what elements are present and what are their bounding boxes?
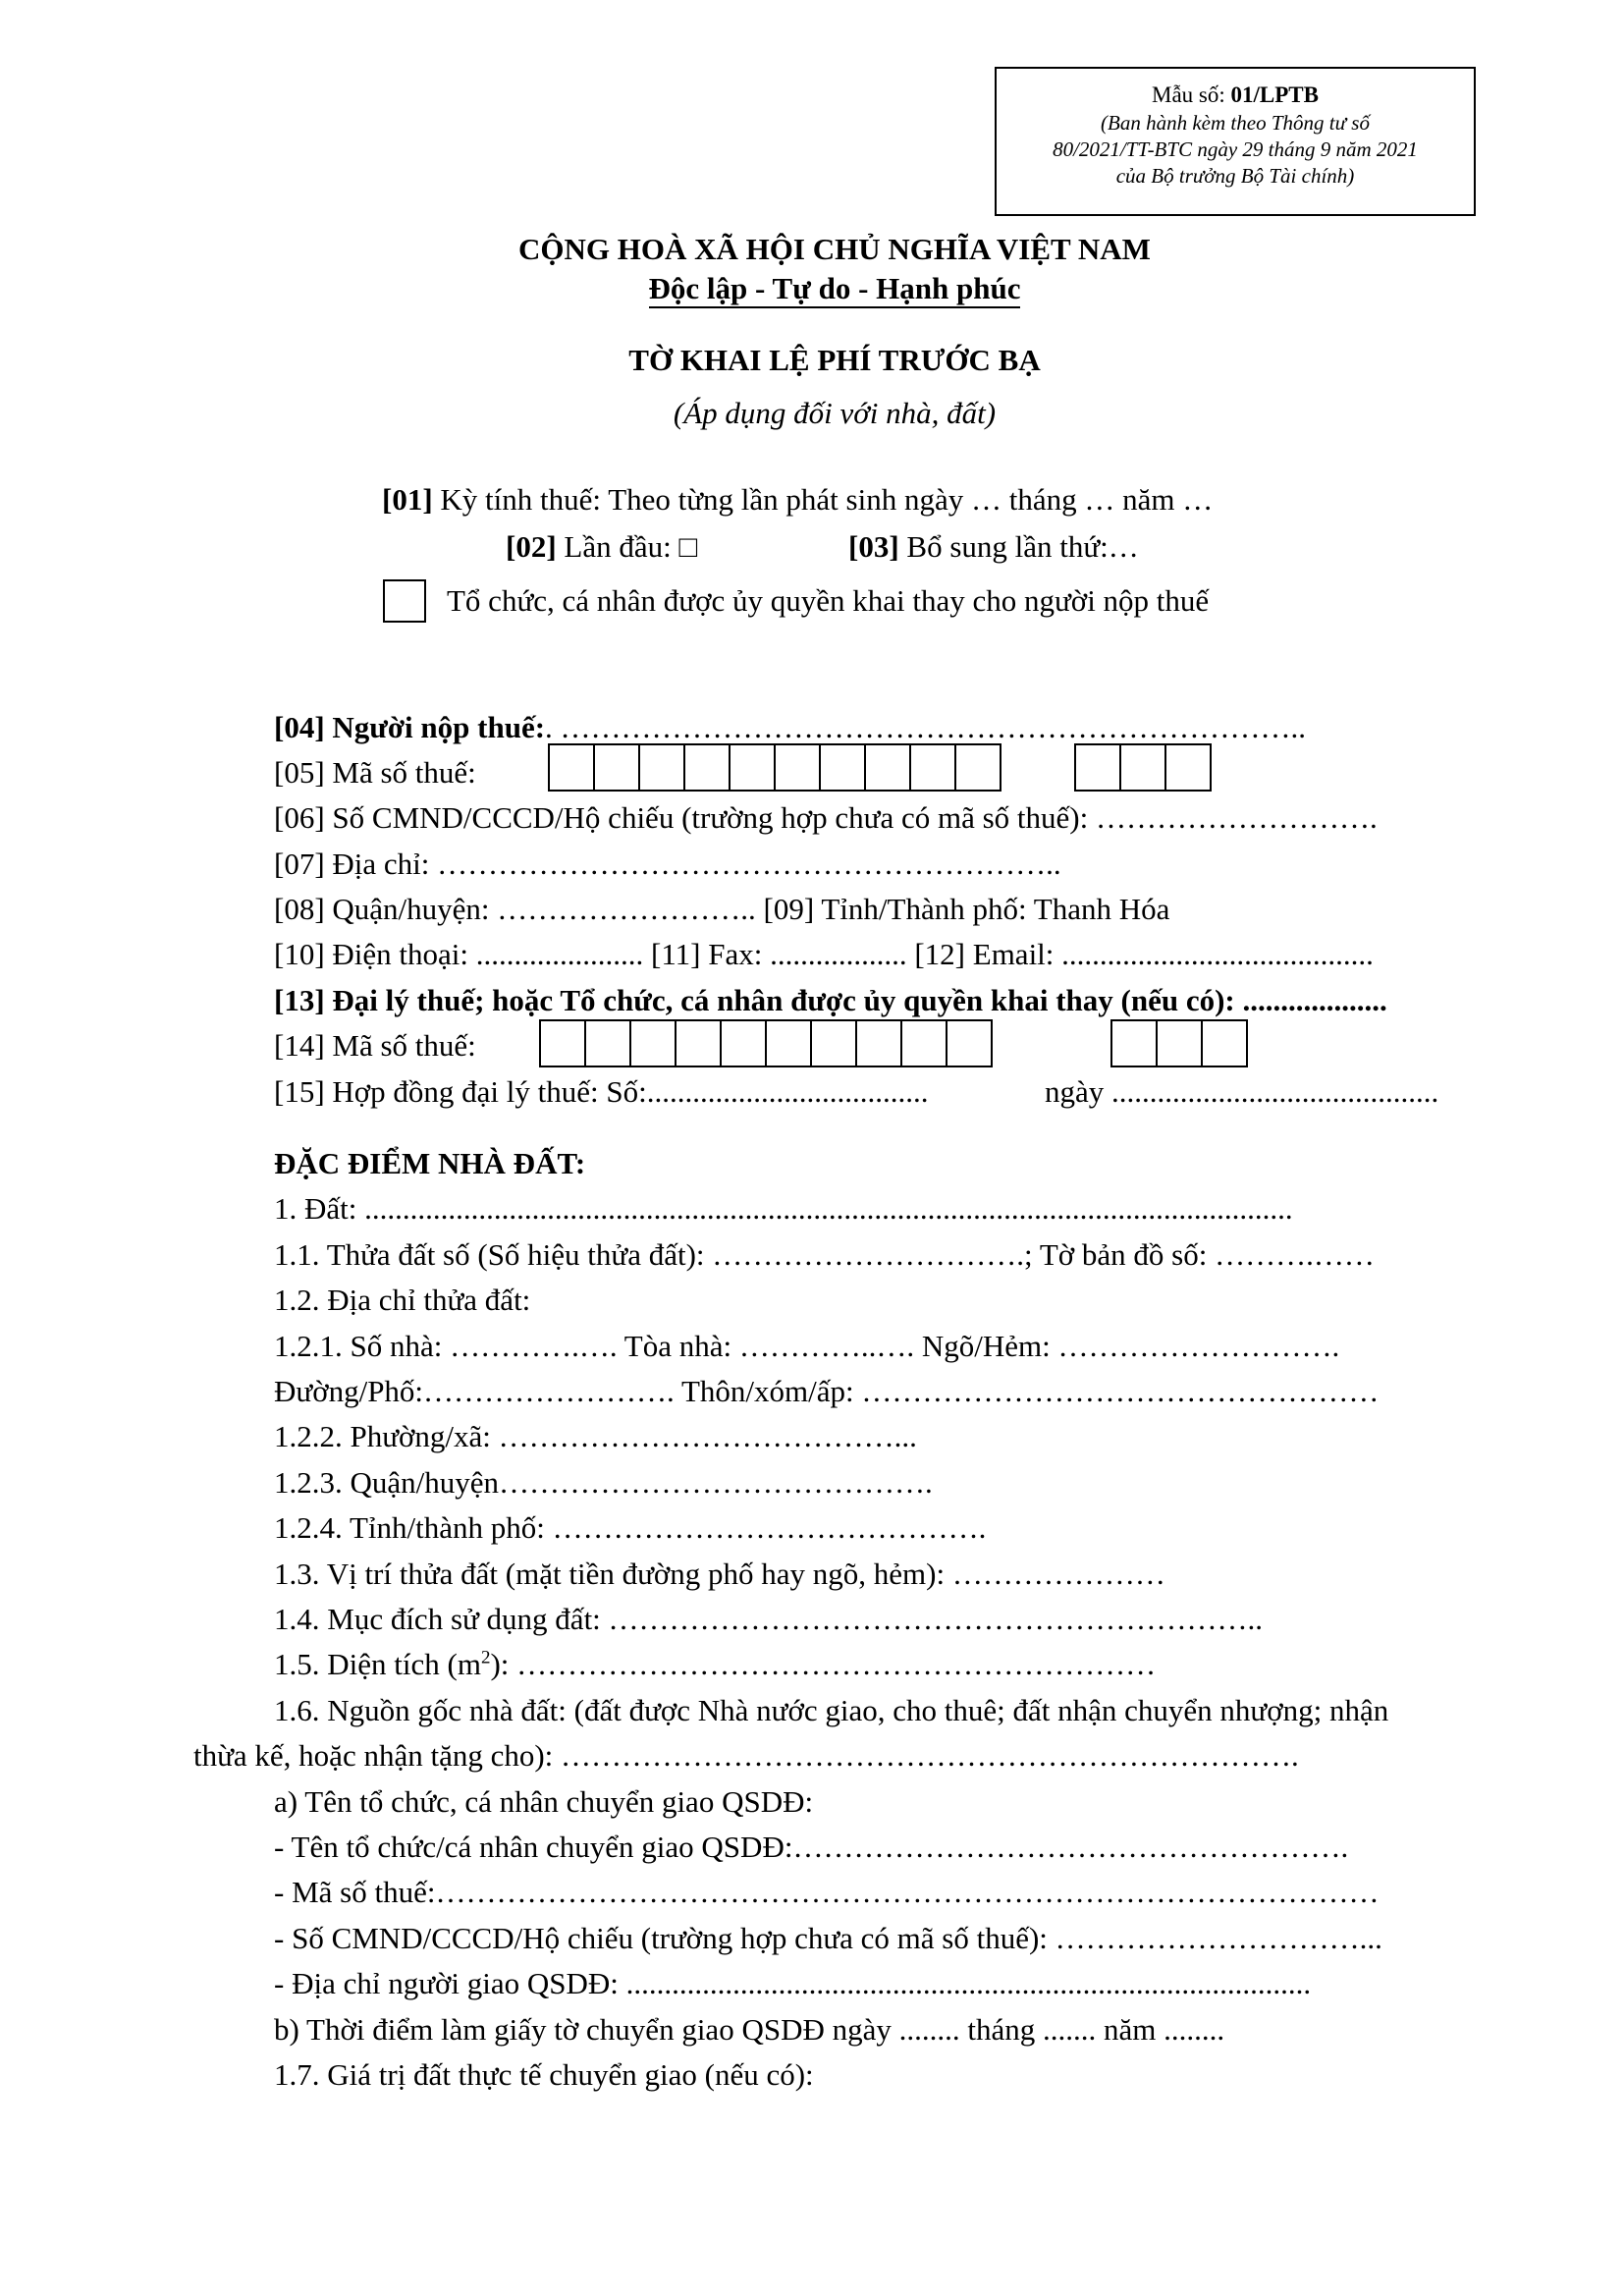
land-1-2-1-house-no: 1.2.1. Số nhà: ………….…. Tòa nhà: …………..…. Ngõ/Hẻm: ………………………. bbox=[274, 1329, 1340, 1363]
code-03: [03] bbox=[848, 529, 899, 564]
field-14-agent-tax-code-label: [14] Mã số thuế: bbox=[274, 1028, 476, 1063]
field-07-address: [07] Địa chỉ: …………………………………………………….. bbox=[274, 847, 1061, 881]
authorized-declarant-label: Tổ chức, cá nhân được ủy quyền khai thay cho người nộp thuế bbox=[447, 583, 1210, 618]
document-subtitle: (Áp dụng đối với nhà, đất) bbox=[673, 396, 997, 430]
code-02: [02] bbox=[506, 529, 557, 564]
country-name: CỘNG HOÀ XÃ HỘI CHỦ NGHĨA VIỆT NAM bbox=[518, 232, 1151, 266]
agent-tax-code-branch-cell[interactable] bbox=[1156, 1019, 1203, 1067]
supplement-label: Bổ sung lần thứ:… bbox=[898, 529, 1139, 564]
form-number-box bbox=[995, 67, 1476, 216]
field-15-agent-contract-date: ngày ........................................... bbox=[1045, 1074, 1439, 1109]
agent-tax-code-cell[interactable] bbox=[629, 1019, 677, 1067]
tax-code-grid-branch bbox=[1074, 743, 1210, 792]
field-10-12-contact: [10] Điện thoại: ...................... [11] Fax: .................. [12] Email: ......................................... bbox=[274, 937, 1374, 971]
land-a-transferor: a) Tên tổ chức, cá nhân chuyển giao QSDĐ: bbox=[274, 1784, 814, 1819]
land-1-3-location: 1.3. Vị trí thửa đất (mặt tiền đường phố hay ngõ, hẻm): ………………… bbox=[274, 1557, 1165, 1591]
national-motto-text: Độc lập - Tự do - Hạnh phúc bbox=[649, 271, 1021, 308]
land-1-4-purpose: 1.4. Mục đích sử dụng đất: ……………………………………………………….. bbox=[274, 1602, 1264, 1636]
land-1: 1. Đất: .......................................................................................................................... bbox=[274, 1191, 1293, 1226]
agent-tax-code-cell[interactable] bbox=[900, 1019, 947, 1067]
tax-code-cell[interactable] bbox=[638, 743, 685, 792]
tax-code-cell[interactable] bbox=[683, 743, 731, 792]
agent-tax-code-cell[interactable] bbox=[539, 1019, 586, 1067]
land-1-2-2-ward: 1.2.2. Phường/xã: …………………………………... bbox=[274, 1419, 917, 1453]
land-a-tax-code: - Mã số thuế:………………………………………………………………………………… bbox=[274, 1875, 1380, 1909]
land-1-2-3-district: 1.2.3. Quận/huyện……………………………………. bbox=[274, 1465, 933, 1500]
form-issuance-line-1: (Ban hành kèm theo Thông tư số bbox=[1101, 111, 1370, 135]
agent-tax-code-cell[interactable] bbox=[720, 1019, 767, 1067]
form-number-prefix: Mẫu số: bbox=[1152, 82, 1231, 107]
field-13-tax-agent: [13] Đại lý thuế; hoặc Tổ chức, cá nhân được ủy quyền khai thay (nếu có): ................... bbox=[274, 983, 1387, 1017]
land-street-hamlet: Đường/Phố:……………………. Thôn/xóm/ấp: …………………………………………… bbox=[274, 1374, 1380, 1408]
agent-tax-code-cell[interactable] bbox=[946, 1019, 993, 1067]
agent-tax-code-cell[interactable] bbox=[810, 1019, 857, 1067]
taxpayer-dots: . ……………………………………………………………….. bbox=[545, 710, 1307, 744]
field-02-first-time bbox=[506, 528, 697, 566]
tax-code-cell[interactable] bbox=[548, 743, 595, 792]
agent-tax-code-grid-branch bbox=[1110, 1019, 1246, 1067]
tax-code-cell[interactable] bbox=[729, 743, 776, 792]
area-label: 1.5. Diện tích (m bbox=[274, 1647, 481, 1681]
tax-code-cell[interactable] bbox=[593, 743, 640, 792]
land-1-2-address: 1.2. Địa chỉ thửa đất: bbox=[274, 1283, 531, 1317]
field-06-id-number: [06] Số CMND/CCCD/Hộ chiếu (trường hợp chưa có mã số thuế): ………………………. bbox=[274, 800, 1378, 835]
land-1-5-area bbox=[274, 1646, 1156, 1683]
area-dots: ): ……………………………………………………… bbox=[490, 1647, 1157, 1681]
field-04-taxpayer bbox=[274, 709, 1306, 746]
tax-code-cell[interactable] bbox=[819, 743, 866, 792]
first-time-label: Lần đầu: bbox=[556, 529, 679, 564]
national-motto bbox=[0, 270, 1624, 307]
agent-tax-code-branch-cell[interactable] bbox=[1201, 1019, 1248, 1067]
land-section-heading: ĐẶC ĐIỂM NHÀ ĐẤT: bbox=[274, 1146, 586, 1180]
agent-tax-code-cell[interactable] bbox=[584, 1019, 631, 1067]
agent-tax-code-cell[interactable] bbox=[765, 1019, 812, 1067]
tax-code-cell[interactable] bbox=[864, 743, 911, 792]
form-issuance-line-2: 80/2021/TT-BTC ngày 29 tháng 9 năm 2021 bbox=[1053, 137, 1418, 161]
taxpayer-label: [04] Người nộp thuế: bbox=[274, 710, 546, 744]
agent-tax-code-grid-main bbox=[539, 1019, 991, 1067]
land-a-address: - Địa chỉ người giao QSDĐ: .......................................................................................... bbox=[274, 1966, 1312, 2000]
code-01: [01] bbox=[382, 482, 433, 517]
land-a-id-number: - Số CMND/CCCD/Hộ chiếu (trường hợp chưa có mã số thuế): …………………………... bbox=[274, 1921, 1382, 1955]
tax-period-text: Kỳ tính thuế: Theo từng lần phát sinh ngày … tháng … năm … bbox=[432, 482, 1214, 517]
land-1-7-actual-value: 1.7. Giá trị đất thực tế chuyển giao (nếu có): bbox=[274, 2057, 814, 2092]
tax-code-branch-cell[interactable] bbox=[1164, 743, 1212, 792]
authorized-declarant-checkbox[interactable] bbox=[383, 579, 426, 623]
land-1-1-parcel: 1.1. Thửa đất số (Số hiệu thửa đất): ………………………….; Tờ bản đồ số: ……….…… bbox=[274, 1237, 1375, 1272]
tax-code-cell[interactable] bbox=[954, 743, 1001, 792]
form-number-line bbox=[997, 81, 1474, 110]
field-03-supplement bbox=[848, 528, 1139, 566]
form-number: 01/LPTB bbox=[1230, 82, 1319, 107]
agent-tax-code-cell[interactable] bbox=[855, 1019, 902, 1067]
area-unit-exponent: 2 bbox=[480, 1647, 491, 1668]
land-1-6-origin: 1.6. Nguồn gốc nhà đất: (đất được Nhà nước giao, cho thuê; đất nhận chuyển nhượng; nhận bbox=[274, 1693, 1389, 1727]
tax-code-cell[interactable] bbox=[774, 743, 821, 792]
tax-code-grid-main bbox=[548, 743, 1000, 792]
land-1-6-origin-cont: thừa kế, hoặc nhận tặng cho): ………………………………………………………………. bbox=[193, 1738, 1299, 1773]
first-time-checkbox[interactable]: □ bbox=[678, 529, 698, 564]
agent-tax-code-cell[interactable] bbox=[675, 1019, 722, 1067]
field-01-tax-period bbox=[382, 481, 1213, 519]
tax-code-branch-cell[interactable] bbox=[1074, 743, 1121, 792]
field-15-agent-contract: [15] Hợp đồng đại lý thuế: Số:..................................... bbox=[274, 1074, 929, 1109]
field-05-tax-code-label: [05] Mã số thuế: bbox=[274, 755, 476, 790]
document-title: TỜ KHAI LỆ PHÍ TRƯỚC BẠ bbox=[628, 343, 1041, 377]
land-a-transferor-name: - Tên tổ chức/cá nhân chuyển giao QSDĐ:………………………………………………. bbox=[274, 1830, 1349, 1864]
tax-code-cell[interactable] bbox=[909, 743, 956, 792]
field-08-09-district-province: [08] Quận/huyện: …………………….. [09] Tỉnh/Thành phố: Thanh Hóa bbox=[274, 892, 1170, 926]
tax-code-branch-cell[interactable] bbox=[1119, 743, 1166, 792]
land-1-2-4-province: 1.2.4. Tỉnh/thành phố: ……………………………………. bbox=[274, 1510, 987, 1545]
agent-tax-code-branch-cell[interactable] bbox=[1110, 1019, 1158, 1067]
land-b-transfer-date: b) Thời điểm làm giấy tờ chuyển giao QSDĐ ngày ........ tháng ....... năm ........ bbox=[274, 2012, 1225, 2047]
form-issuance-line-3: của Bộ trưởng Bộ Tài chính) bbox=[1115, 164, 1355, 188]
